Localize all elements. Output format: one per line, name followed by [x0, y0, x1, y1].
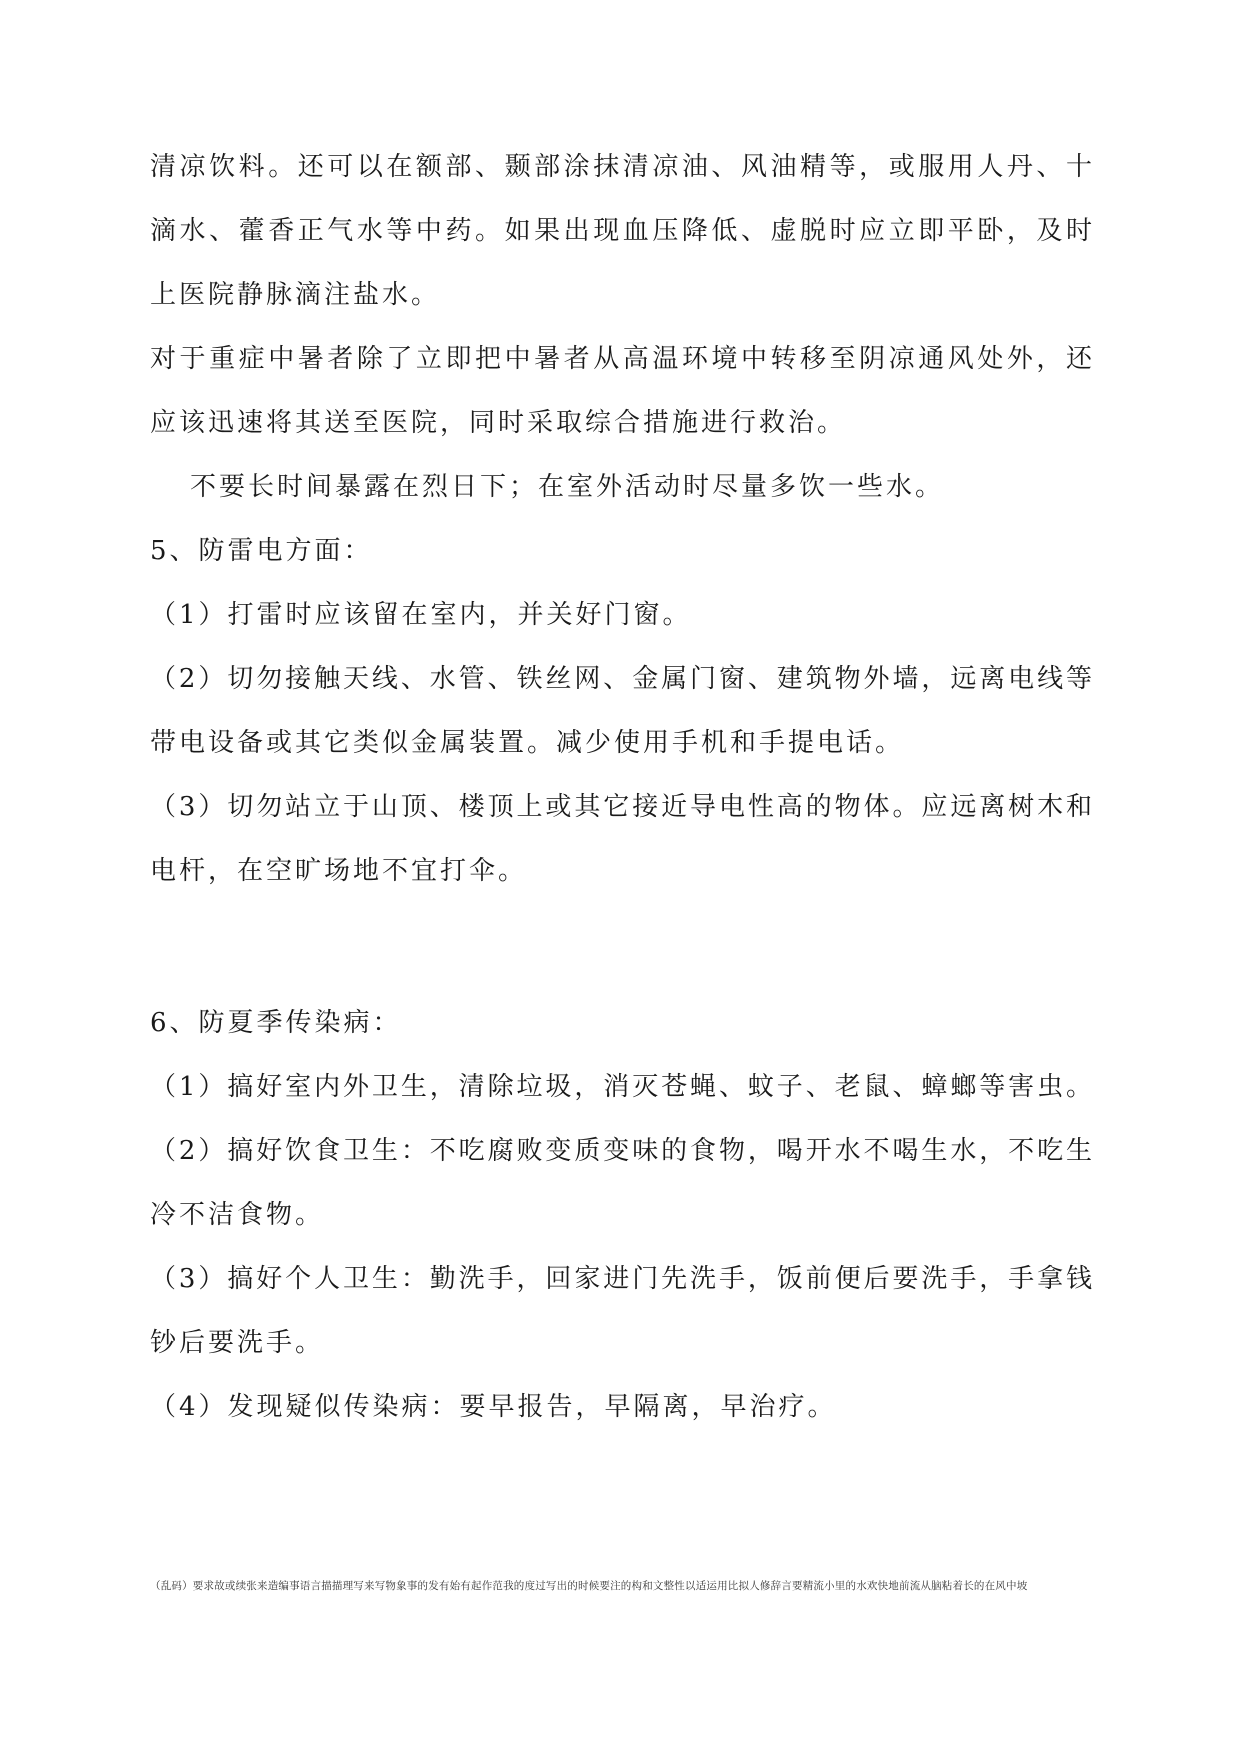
list-item-5-3-cont: 电杆，在空旷场地不宜打伞。: [150, 856, 528, 886]
body-line-5: 应该迅速将其送至医院，同时采取综合措施进行救治。: [150, 408, 847, 438]
body-line-6: 不要长时间暴露在烈日下；在室外活动时尽量多饮一些水。: [190, 472, 945, 502]
list-item-6-2: （2）搞好饮食卫生：不吃腐败变质变味的食物，喝开水不喝生水，不吃生: [150, 1136, 1092, 1166]
section-heading-6: 6、防夏季传染病：: [150, 1008, 402, 1038]
list-item-5-3: （3）切勿站立于山顶、楼顶上或其它接近导电性高的物体。应远离树木和: [150, 792, 1092, 822]
section-heading-5: 5、防雷电方面：: [150, 536, 373, 566]
body-line-2: 滴水、藿香正气水等中药。如果出现血压降低、虚脱时应立即平卧，及时: [150, 216, 1092, 246]
footer-note: （乱码）要求故或续张来造编事语言描描理写来写物象事的发有始有起作范我的度过写出的时候要注的构和文整性以适运用比拟人修辞言要精流小里的水欢快地前流从脑粘着长的在风中坡: [150, 1580, 1028, 1592]
list-item-6-3-cont: 钞后要洗手。: [150, 1328, 325, 1358]
body-line-4: 对于重症中暑者除了立即把中暑者从高温环境中转移至阴凉通风处外，还: [150, 344, 1092, 374]
list-item-6-4: （4）发现疑似传染病：要早报告，早隔离，早治疗。: [150, 1392, 837, 1422]
list-item-6-1: （1）搞好室内外卫生，清除垃圾，消灭苍蝇、蚊子、老鼠、蟑螂等害虫。: [150, 1072, 1092, 1102]
body-line-3: 上医院静脉滴注盐水。: [150, 280, 441, 310]
list-item-6-2-cont: 冷不洁食物。: [150, 1200, 325, 1230]
body-line-1: 清凉饮料。还可以在额部、颞部涂抹清凉油、风油精等，或服用人丹、十: [150, 152, 1092, 182]
list-item-5-1: （1）打雷时应该留在室内，并关好门窗。: [150, 600, 692, 630]
list-item-5-2: （2）切勿接触天线、水管、铁丝网、金属门窗、建筑物外墙，远离电线等: [150, 664, 1092, 694]
list-item-5-2-cont: 带电设备或其它类似金属装置。减少使用手机和手提电话。: [150, 728, 905, 758]
list-item-6-3: （3）搞好个人卫生：勤洗手，回家进门先洗手，饭前便后要洗手，手拿钱: [150, 1264, 1092, 1294]
